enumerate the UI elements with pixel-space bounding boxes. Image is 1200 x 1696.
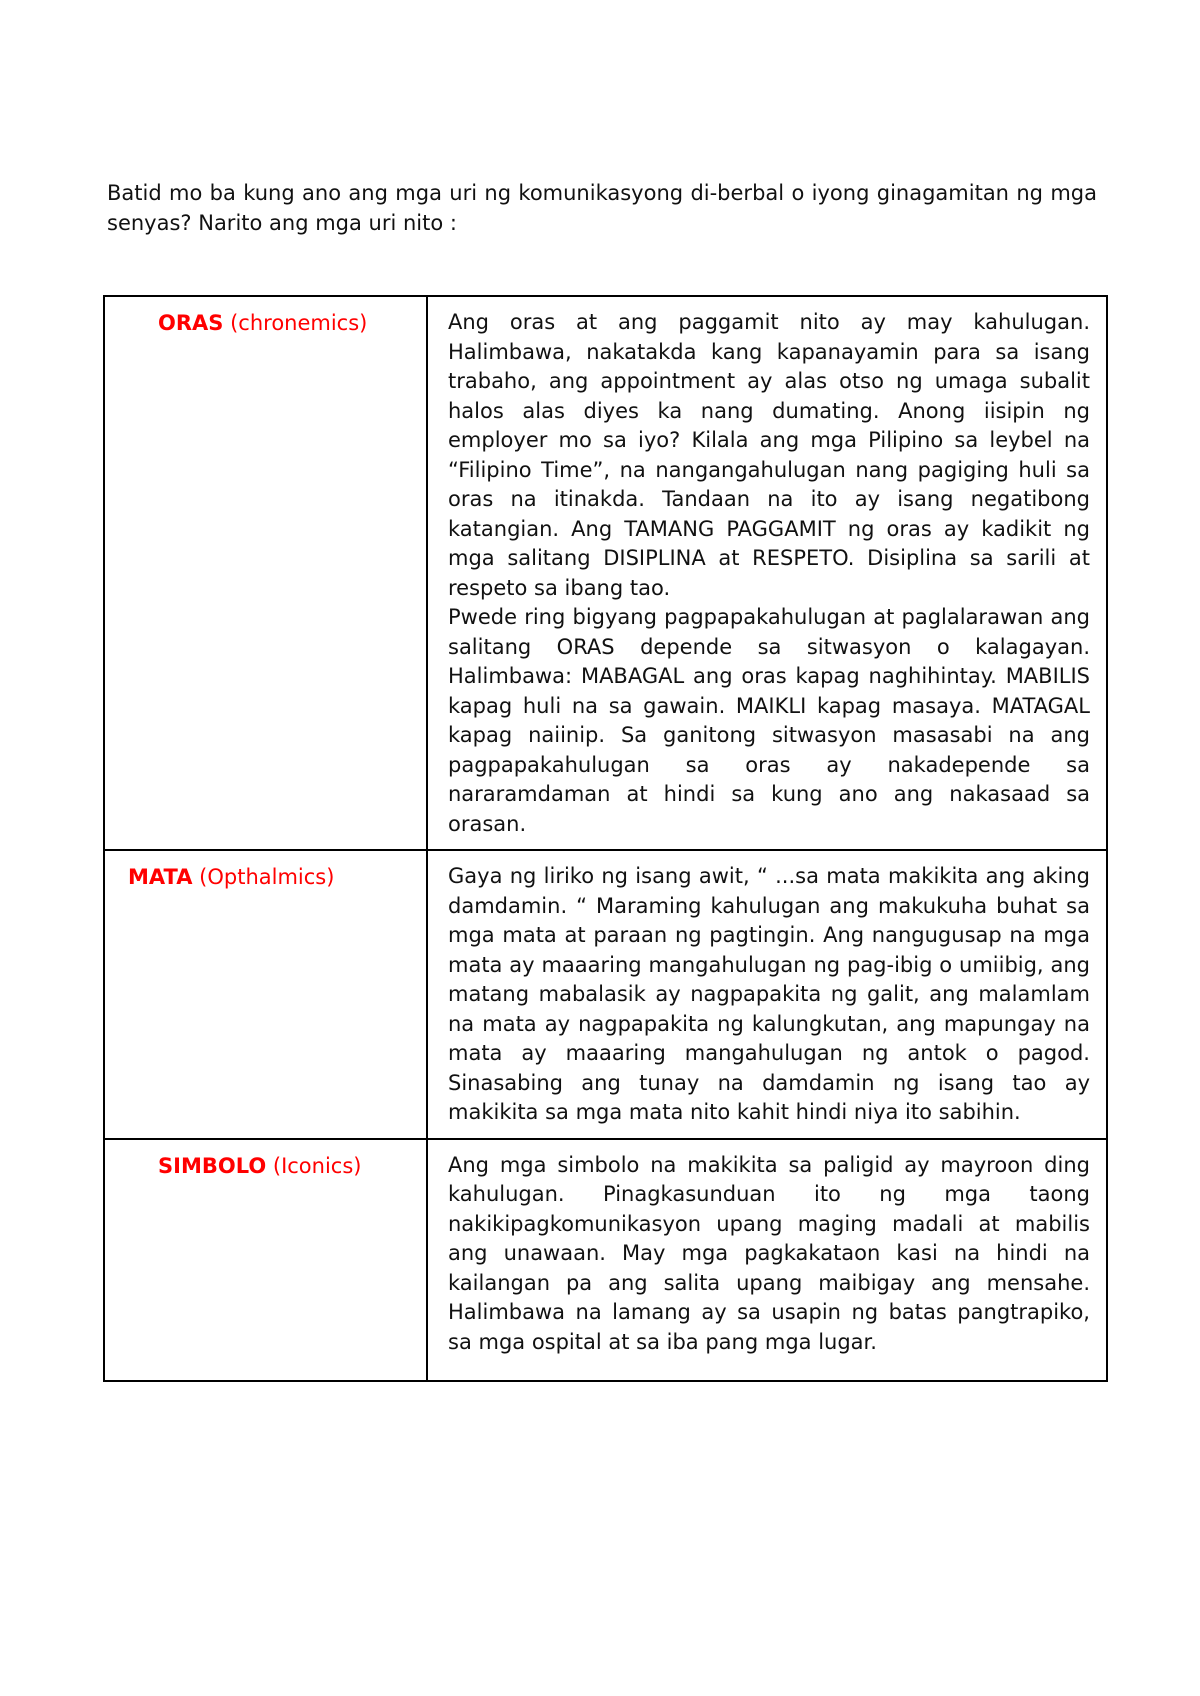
- description-cell-simbolo: [427, 1139, 1107, 1381]
- term-label-simbolo: [105, 1140, 426, 1181]
- table-row-oras: [104, 296, 1107, 850]
- term-cell-simbolo: [104, 1139, 427, 1381]
- term-subterm-mata: (Opthalmics): [199, 865, 335, 889]
- description-cell-oras: [427, 296, 1107, 850]
- term-cell-oras: [104, 296, 427, 850]
- term-label-mata: [105, 851, 426, 892]
- description-cell-mata: [427, 850, 1107, 1139]
- description-mata-p1: Gaya ng liriko ng isang awit, “ ...sa mata makikita ang aking damdamin. “ Maraming kahulugan ang makukuha buhat sa mga mata at paraan ng pagtingin. Ang nangugusap na mga mata ay maaaring mangahulugan ng pag-ibig o umiibig, ang matang mabalasik ay nagpapakita ng galit, ang malamlam na mata ay nagpapakita ng kalungkutan, ang mapungay na mata ay maaaring mangahulugan ng antok o pagod. Sinasabing ang tunay na damdamin ng isang tao ay makikita sa mga mata nito kahit hindi niya ito sabihin.: [448, 864, 1090, 1124]
- term-subterm-simbolo: (Iconics): [272, 1153, 362, 1178]
- description-simbolo-p1: Ang mga simbolo na makikita sa paligid ay mayroon ding kahulugan. Pinagkasunduan ito ng mga taong nakikipagkomunikasyon upang maging madali at mabilis ang unawaan. May mga pagkakataon kasi na hindi na kailangan pa ang salita upang maibigay ang mensahe. Halimbawa na lamang ay sa usapin ng batas pangtrapiko, sa mga ospital at sa iba pang mga lugar.: [448, 1152, 1090, 1354]
- intro-text: Batid mo ba kung ano ang mga uri ng komunikasyong di-berbal o iyong ginagamitan ng mga senyas? Narito ang mga uri nito :: [107, 181, 1097, 235]
- table-row-simbolo: [104, 1139, 1107, 1381]
- term-name-simbolo: SIMBOLO: [158, 1153, 267, 1178]
- term-name-mata: MATA: [128, 865, 193, 889]
- term-name-oras: ORAS: [158, 311, 224, 335]
- term-label-oras: [105, 297, 426, 338]
- intro-paragraph: [107, 178, 1097, 238]
- description-oras-p1: Ang oras at ang paggamit nito ay may kahulugan. Halimbawa, nakatakda kang kapanayamin para sa isang trabaho, ang appointment ay alas otso ng umaga subalit halos alas diyes ka nang dumating. Anong iisipin ng employer mo sa iyo? Kilala ang mga Pilipino sa leybel na “Filipino Time”, na nangangahulugan nang pagiging huli sa oras na itinakda. Tandaan na ito ay isang negatibong katangian. Ang TAMANG PAGGAMIT ng oras ay kadikit ng mga salitang DISIPLINA at RESPETO. Disiplina sa sarili at respeto sa ibang tao.: [448, 310, 1090, 600]
- table-row-mata: [104, 850, 1107, 1139]
- nonverbal-types-table: [103, 295, 1108, 1382]
- description-oras-p2: Pwede ring bigyang pagpapakahulugan at paglalarawan ang salitang ORAS depende sa sitwasyon o kalagayan. Halimbawa: MABAGAL ang oras kapag naghihintay. MABILIS kapag huli na sa gawain. MAIKLI kapag masaya. MATAGAL kapag naiinip. Sa ganitong sitwasyon masasabi na ang pagpapakahulugan sa oras ay nakadepende sa nararamdaman at hindi sa kung ano ang nakasaad sa orasan.: [448, 605, 1090, 836]
- term-subterm-oras: (chronemics): [230, 311, 368, 335]
- term-cell-mata: [104, 850, 427, 1139]
